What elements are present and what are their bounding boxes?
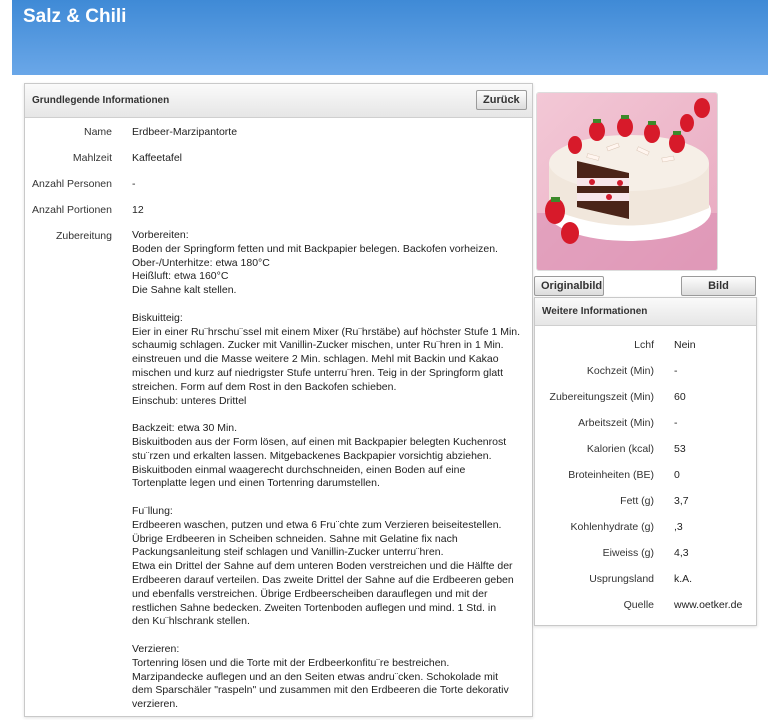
cooking-time-value: -	[674, 365, 678, 377]
lchf-label: Lchf	[634, 339, 654, 351]
app-header	[12, 0, 768, 75]
more-info-header	[535, 298, 756, 326]
cake-illustration	[537, 93, 717, 270]
origin-label: Usprungsland	[589, 573, 654, 585]
original-image-button[interactable]: Originalbild	[534, 276, 604, 296]
more-info-title: Weitere Informationen	[542, 306, 648, 317]
basic-info-panel	[24, 83, 533, 717]
fat-label: Fett (g)	[620, 495, 654, 507]
work-time-value: -	[674, 417, 678, 429]
protein-label: Eiweiss (g)	[602, 547, 654, 559]
calories-label: Kalorien (kcal)	[586, 443, 654, 455]
app-title: Salz & Chili	[23, 6, 127, 27]
work-time-label: Arbeitszeit (Min)	[578, 417, 654, 429]
source-label: Quelle	[623, 599, 654, 611]
preparation-label: Zubereitung	[55, 230, 112, 242]
meal-label: Mahlzeit	[72, 152, 112, 164]
portions-value: 12	[132, 204, 144, 216]
basic-info-header	[25, 84, 532, 118]
bread-units-label: Broteinheiten (BE)	[568, 469, 654, 481]
name-value: Erdbeer-Marzipantorte	[132, 126, 238, 138]
recipe-image	[536, 92, 718, 271]
lchf-value: Nein	[674, 339, 696, 351]
cooking-time-label: Kochzeit (Min)	[586, 365, 654, 377]
source-value[interactable]: www.oetker.de	[674, 599, 743, 611]
meal-value: Kaffeetafel	[132, 152, 183, 164]
preparation-text: Vorbereiten: Boden der Springform fetten und mit Backpapier belegen. Backofen vorheizen. Ober-/Unterhitze: etwa 180°C Heißluft: etwa 160°C Die Sahne kalt stellen. Biskuitteig: Eier in einer Ru¨hrschu¨ssel mit einem Mixer (Ru¨hrstäbe) auf höchster Stufe 1 Min. schaumig schlagen. Zucker mit Vanillin-Zucker mischen, unter Ru¨hren in 1 Min. einstreuen und die Masse weitere 2 Min. schlagen. Mehl mit Backin und Kakao mischen und kurz auf niedrigster Stufe unterru¨hren. Teig in der Springform glatt streichen. Form auf dem Rost in den Backofen schieben. Einschub: unteres Drittel Backzeit: etwa 30 Min. Biskuitboden aus der Form lösen, auf einen mit Backpapier belegten Kuchenrost stu¨rzen und erkalten lassen. Mitgebackenes Backpapier vorsichtig abziehen. Biskuitboden einmal waagerecht durchschneiden, einen Boden auf eine Tortenplatte legen und einen Tortenring darumstellen. Fu¨llung: Erdbeeren waschen, putzen und etwa 6 Fru¨chte zum Verzieren beiseitestellen. Übrige Erdbeeren in Scheiben schneiden. Sahne mit Gelatine fix nach Packungsanleitung steif schlagen und Vanillin-Zucker unterru¨hren. Etwa ein Drittel der Sahne auf dem unteren Boden verstreichen und die Hälfte der Erdbeeren darauf verteilen. Das zweite Drittel der Sahne auf die Erdbeeren geben und ebenfalls verstreichen. Übrige Erdbeerscheiben darauflegen und mit der restlichen Sahne bedecken. Zweiten Tortenboden auflegen und mind. 1 Std. in den Ku¨hlschrank stellen. Verzieren: Tortenring lösen und die Torte mit der Erdbeerkonfitu¨re bestreichen. Marzipandecke auflegen und an den Seiten etwas andru¨cken. Schokolade mit dem Sparschäler "raspeln" und zusammen mit den Erdbeeren die Torte dekorativ verzieren.	[132, 229, 521, 711]
basic-info-title: Grundlegende Informationen	[32, 95, 170, 106]
name-label: Name	[83, 126, 112, 138]
origin-value: k.A.	[674, 573, 693, 585]
carbs-value: ,3	[674, 521, 683, 533]
portions-label: Anzahl Portionen	[32, 204, 112, 216]
back-button[interactable]: Zurück	[476, 90, 527, 110]
more-info-panel	[534, 297, 757, 626]
delete-image-button[interactable]: Bild	[681, 276, 756, 296]
prep-time-label: Zubereitungszeit (Min)	[549, 391, 654, 403]
persons-value: -	[132, 178, 136, 190]
calories-value: 53	[674, 443, 686, 455]
bread-units-value: 0	[674, 469, 680, 481]
carbs-label: Kohlenhydrate (g)	[570, 521, 654, 533]
fat-value: 3,7	[674, 495, 689, 507]
persons-label: Anzahl Personen	[32, 178, 112, 190]
prep-time-value: 60	[674, 391, 686, 403]
protein-value: 4,3	[674, 547, 689, 559]
